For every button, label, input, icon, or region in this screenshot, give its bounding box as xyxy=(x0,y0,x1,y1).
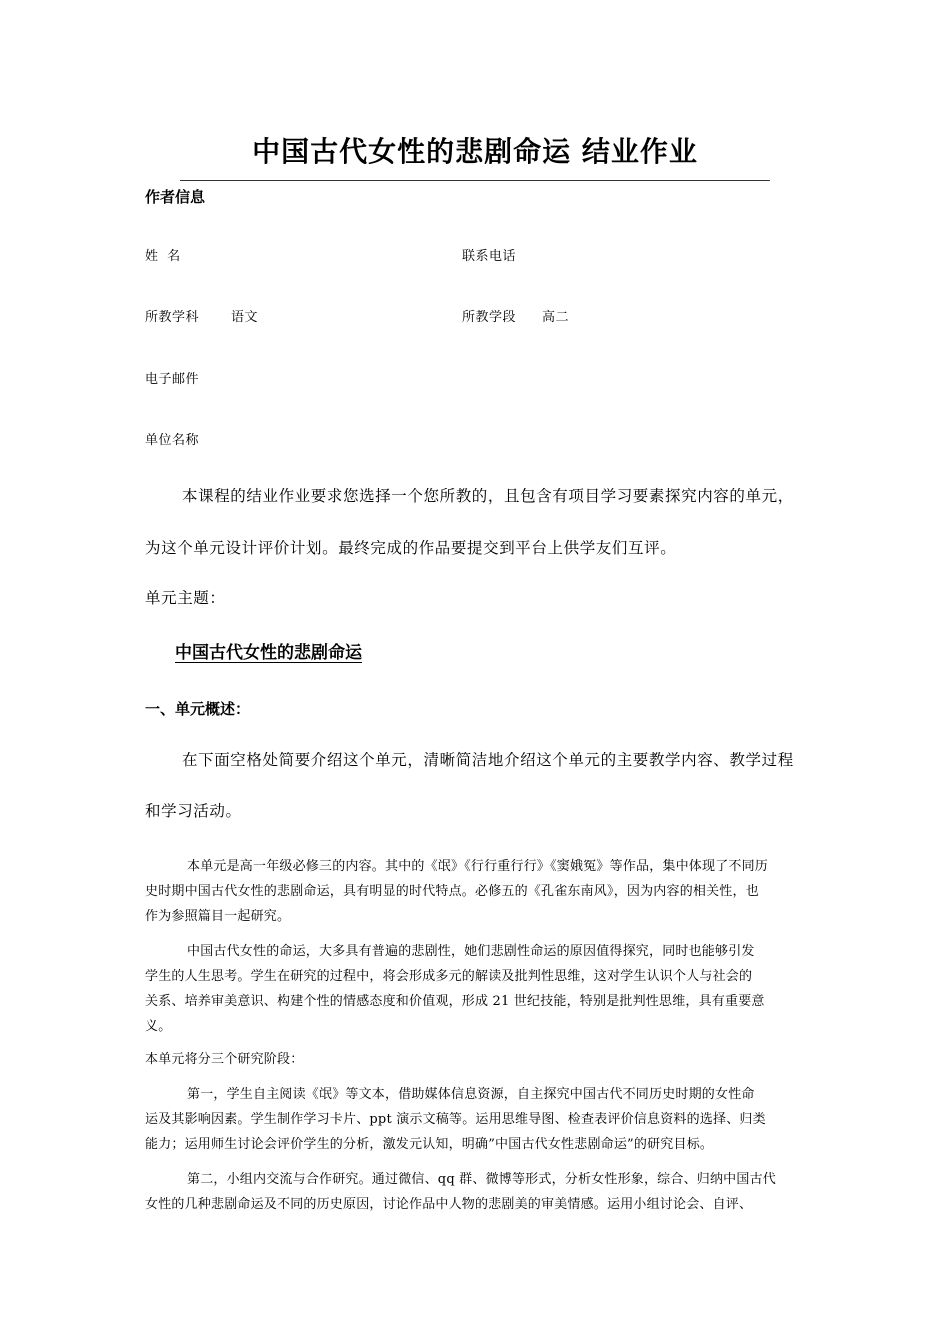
content-p2-line-4: 义。 xyxy=(145,1019,172,1034)
author-info-heading: 作者信息 xyxy=(145,188,206,206)
name-label: 姓 名 xyxy=(145,249,181,264)
intro-line-1: 本课程的结业作业要求您选择一个您所教的，且包含有项目学习要素探究内容的单元， xyxy=(182,487,794,505)
phone-label: 联系电话 xyxy=(462,249,517,264)
content-p4-line-3: 能力；运用师生讨论会评价学生的分析，激发元认知，明确”中国古代女性悲剧命运”的研究目标。 xyxy=(145,1137,714,1152)
content-p2-line-1: 中国古代女性的命运，大多具有普遍的悲剧性，她们悲剧性命运的原因值得探究，同时也能够引发 xyxy=(187,944,755,959)
content-p2-line-3: 关系、培养审美意识、构建个性的情感态度和价值观，形成 21 世纪技能，特别是批判性思维，具有重要意 xyxy=(145,994,765,1009)
unit-name-label: 单位名称 xyxy=(145,433,200,448)
grade-value: 高二 xyxy=(542,310,570,325)
unit-theme-label: 单元主题： xyxy=(145,589,226,607)
overview-line-2: 和学习活动。 xyxy=(145,802,242,820)
title-underline xyxy=(180,180,770,181)
email-label: 电子邮件 xyxy=(145,372,200,387)
intro-line-2: 为这个单元设计评价计划。最终完成的作品要提交到平台上供学友们互评。 xyxy=(145,539,677,557)
subject-value: 语文 xyxy=(231,310,259,325)
document-title: 中国古代女性的悲剧命运 结业作业 xyxy=(252,135,698,168)
overview-line-1: 在下面空格处简要介绍这个单元，清晰简洁地介绍这个单元的主要教学内容、教学过程 xyxy=(182,751,794,769)
subject-label: 所教学科 xyxy=(145,310,200,325)
content-p2-line-2: 学生的人生思考。学生在研究的过程中，将会形成多元的解读及批判性思维，这对学生认识个人与社会的 xyxy=(145,969,753,984)
grade-label: 所教学段 xyxy=(462,310,517,325)
overview-heading: 一、单元概述： xyxy=(145,700,251,718)
content-p4-line-2: 运及其影响因素。学生制作学习卡片、ppt 演示文稿等。运用思维导图、检查表评价信息资料的选择、归类 xyxy=(145,1112,766,1127)
content-p5-line-1: 第二，小组内交流与合作研究。通过微信、qq 群、微博等形式，分析女性形象，综合、归纳中国古代 xyxy=(187,1172,776,1187)
content-p3-line-1: 本单元将分三个研究阶段： xyxy=(145,1052,304,1067)
unit-theme-title: 中国古代女性的悲剧命运 xyxy=(175,643,362,663)
content-p1-line-3: 作为参照篇目一起研究。 xyxy=(145,909,291,924)
content-p1-line-2: 史时期中国古代女性的悲剧命运，具有明显的时代特点。必修五的《孔雀东南风》，因为内容的相关性，也 xyxy=(145,884,759,899)
content-p4-line-1: 第一，学生自主阅读《氓》等文本，借助媒体信息资源，自主探究中国古代不同历史时期的女性命 xyxy=(187,1087,755,1102)
content-p5-line-2: 女性的几种悲剧命运及不同的历史原因，讨论作品中人物的悲剧美的审美情感。运用小组讨论会、自评、 xyxy=(145,1197,753,1212)
content-p1-line-1: 本单元是高一年级必修三的内容。其中的《氓》《行行重行行》《窦娥冤》等作品，集中体现了不同历 xyxy=(187,859,769,874)
